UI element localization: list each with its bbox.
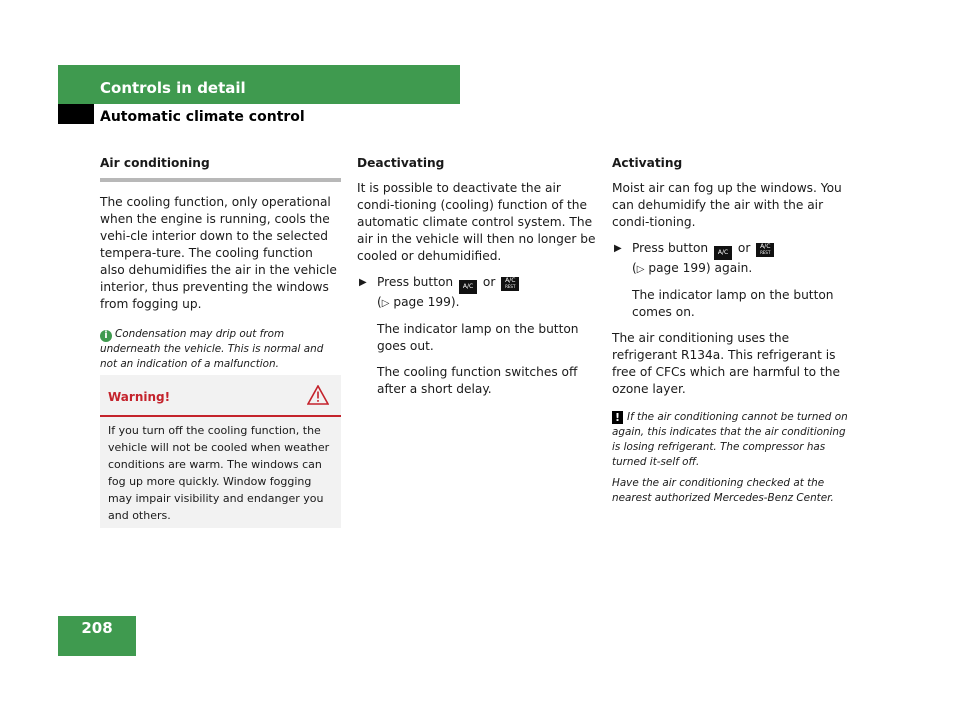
page-ref-paren: ( [377, 295, 382, 309]
section-title: Controls in detail [100, 79, 246, 97]
step-or: or [482, 275, 496, 289]
info-note [100, 327, 341, 372]
service-note: Have the air conditioning checked at the nearest authorized Mercedes-Benz Center. [612, 477, 834, 504]
heading-rule [100, 178, 341, 182]
paragraph-dehumidify: Moist air can fog up the windows. You can dehumidify the air with the air condi-tioning. [612, 181, 842, 229]
result-lamp-out: The indicator lamp on the button goes out. [377, 322, 579, 353]
caution-note [612, 410, 857, 470]
warning-triangle-icon [307, 385, 329, 405]
step-text: Press button [377, 275, 454, 289]
warning-text: If you turn off the cooling function, the vehicle will not be cooled when weather conditions are warm. The windows can fog up more quickly. Window fogging may impair visibility and endanger you and others. [108, 424, 330, 522]
page-ref: page 199) again. [648, 261, 753, 275]
page-ref: page 199). [393, 295, 460, 309]
step-arrow-icon: ▶ [614, 243, 622, 254]
info-icon: i [100, 330, 112, 342]
column-deactivating [357, 155, 598, 407]
step-press-button-deactivate [357, 274, 598, 312]
warning-box [100, 375, 341, 528]
ac-rest-button-icon: A/C REST [501, 277, 519, 291]
result-lamp-on: The indicator lamp on the button comes on. [632, 288, 834, 319]
heading-air-conditioning: Air conditioning [100, 156, 210, 170]
caution-note-text: If the air conditioning cannot be turned on again, this indicates that the air conditioning is losing refrigerant. The compressor has turned it-self off. [612, 411, 848, 468]
paragraph-deactivate: It is possible to deactivate the air condi-tioning (cooling) function of the automatic climate control system. The air in the vehicle will then no longer be cooled or dehumidified. [357, 181, 596, 263]
page-subtitle: Automatic climate control [100, 109, 305, 125]
paragraph-cooling-function: The cooling function, only operational when the engine is running, cools the vehi-cle interior down to the selected tempera-ture. The cooling function also dehumidifies the air in the vehicle interior, thus preventing the windows from fogging up. [100, 195, 337, 311]
heading-activating: Activating [612, 156, 683, 170]
ac-rest-button-icon: A/C REST [756, 243, 774, 257]
step-or: or [737, 241, 751, 255]
page-ref-arrow-icon: ▷ [381, 298, 390, 309]
caution-icon: ! [612, 411, 623, 424]
paragraph-refrigerant: The air conditioning uses the refrigerant R134a. This refrigerant is free of CFCs which are harmful to the ozone layer. [612, 331, 840, 396]
ac-button-icon: A/C [714, 246, 732, 260]
warning-rule [100, 415, 341, 417]
page-ref-paren: ( [632, 261, 637, 275]
result-cooling-off: The cooling function switches off after a short delay. [377, 365, 578, 396]
heading-deactivating: Deactivating [357, 156, 445, 170]
ac-button-icon: A/C [459, 280, 477, 294]
page-ref-arrow-icon: ▷ [636, 264, 645, 275]
step-press-button-activate [612, 240, 857, 278]
warning-title: Warning! [108, 390, 171, 404]
header-tab-marker [58, 104, 94, 124]
info-note-text: Condensation may drip out from underneath the vehicle. This is normal and not an indication of a malfunction. [100, 328, 324, 370]
page-number: 208 [81, 619, 113, 637]
column-activating [612, 155, 857, 506]
column-air-conditioning [100, 155, 341, 372]
step-arrow-icon: ▶ [359, 277, 367, 288]
step-text: Press button [632, 241, 709, 255]
